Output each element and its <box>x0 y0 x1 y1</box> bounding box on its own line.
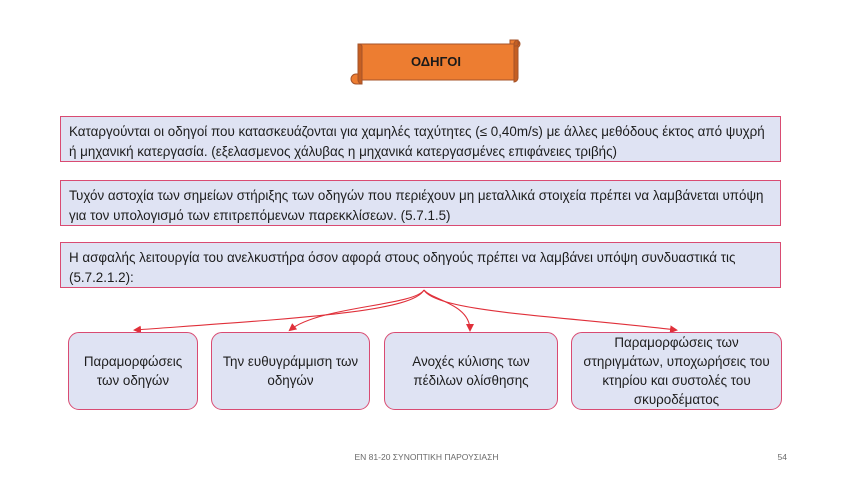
page-title: ΟΔΗΓΟΙ <box>410 53 462 69</box>
arrow-to-factor-2 <box>290 290 424 330</box>
paragraph-box: Τυχόν αστοχία των σημείων στήριξης των οδηγών που περιέχουν μη μεταλλικά στοιχεία πρέπει να λαμβάνεται υπόψη για τον υπολογισμό των επιτρεπόμενων παρεκκλίσεων. (5.7.1.5) <box>60 180 781 226</box>
paragraph-box: Η ασφαλής λειτουργία του ανελκυστήρα όσον αφορά στους οδηγούς πρέπει να λαμβάνει υπόψη συνδυαστικά τις (5.7.2.1.2): <box>60 242 781 288</box>
factor-box: Παραμορφώσεις των στηριγμάτων, υποχωρήσεις του κτηρίου και συστολές του σκυροδέματος <box>571 332 782 410</box>
footer-text: ΕΝ 81-20 ΣΥΝΟΠΤΙΚΗ ΠΑΡΟΥΣΙΑΣΗ <box>354 452 499 462</box>
arrow-to-factor-1 <box>135 290 424 330</box>
arrow-to-factor-4 <box>424 290 676 330</box>
factor-box: Ανοχές κύλισης των πέδιλων ολίσθησης <box>384 332 558 410</box>
page-number: 54 <box>777 452 787 462</box>
factor-box: Παραμορφώσεις των οδηγών <box>68 332 198 410</box>
paragraph-box: Καταργούνται οι οδηγοί που κατασκευάζονται για χαμηλές ταχύτητες (≤ 0,40m/s) με άλλες μεθόδους έκτος από ψυχρή ή μηχανική κατεργασία. (εξελασμενος χάλυβας η μηχανικά κατεργασμένες επιφάνειες τριβής) <box>60 116 781 162</box>
factor-box: Την ευθυγράμμιση των οδηγών <box>211 332 370 410</box>
